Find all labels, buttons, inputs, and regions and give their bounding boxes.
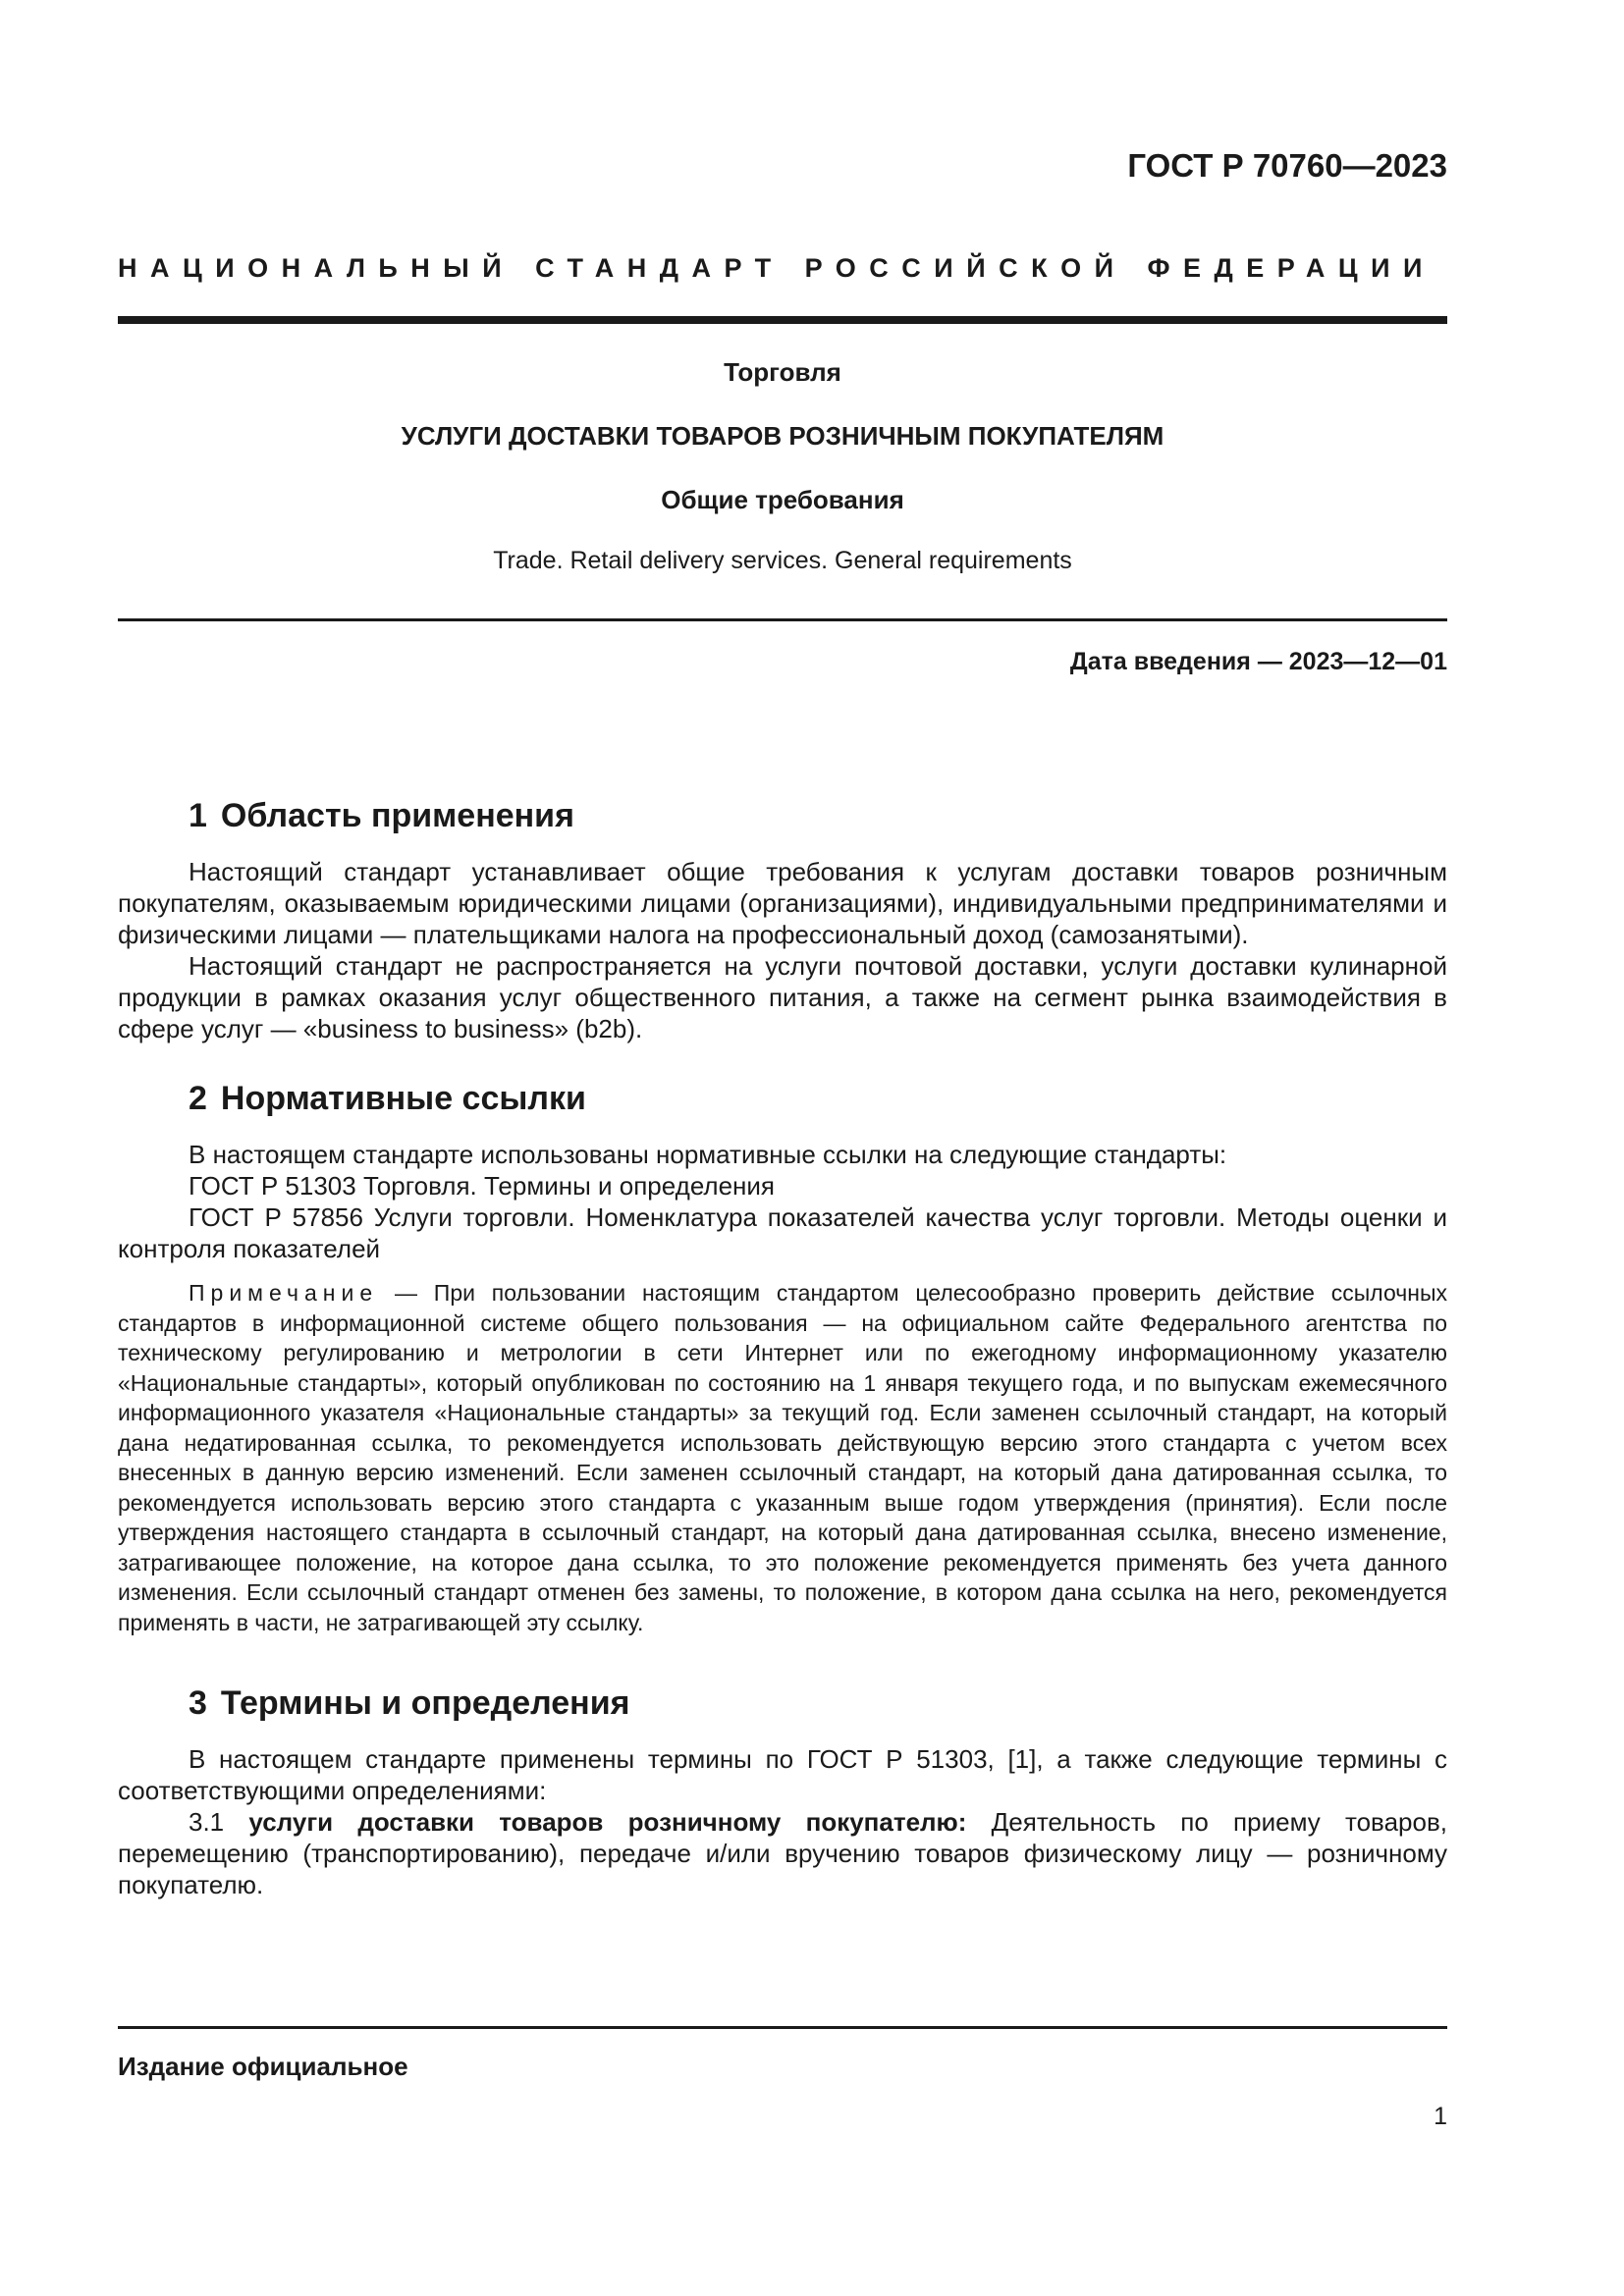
section-title: Нормативные ссылки <box>220 1080 586 1117</box>
note-label: Примечание <box>189 1280 379 1306</box>
reference-item: ГОСТ Р 51303 Торговля. Термины и определения <box>189 1171 776 1201</box>
section-number: 1 <box>189 797 207 834</box>
note <box>118 1278 1447 1637</box>
section-number: 2 <box>189 1080 207 1117</box>
title-english: Trade. Retail delivery services. General requirements <box>493 547 1072 574</box>
section-number: 3 <box>189 1684 207 1722</box>
national-standard-heading: НАЦИОНАЛЬНЫЙ СТАНДАРТ РОССИЙСКОЙ ФЕДЕРАЦИИ <box>118 253 1435 283</box>
title-main: УСЛУГИ ДОСТАВКИ ТОВАРОВ РОЗНИЧНЫМ ПОКУПАТЕЛЯМ <box>401 421 1164 451</box>
page-number: 1 <box>1434 2103 1447 2130</box>
section-1-heading <box>118 795 1447 836</box>
term-definition-text: Деятельность по приему товаров, перемещению (транспортированию), передаче и/или вручению товаров физическому лицу — розничному покупателю. <box>118 1807 1447 1899</box>
section-title: Термины и определения <box>220 1684 630 1722</box>
standard-code: ГОСТ Р 70760—2023 <box>1127 147 1447 184</box>
paragraph: В настоящем стандарте использованы нормативные ссылки на следующие стандарты: <box>189 1140 1227 1169</box>
reference-item: ГОСТ Р 57856 Услуги торговли. Номенклатура показателей качества услуг торговли. Методы оценки и контроля показателей <box>118 1202 1447 1263</box>
paragraph: Настоящий стандарт устанавливает общие требования к услугам доставки товаров розничным покупателям, оказываемым юридическими лицами (организациями), индивидуальными предпринимателями и физическими лицами — плательщиками налога на профессиональный доход (самозанятыми). <box>118 857 1447 949</box>
footer-divider <box>118 2026 1447 2029</box>
title-category: Торговля <box>724 357 841 387</box>
edition-label: Издание официальное <box>118 2052 408 2081</box>
term-definition <box>118 1806 1447 1900</box>
term: услуги доставки товаров розничному покупателю: <box>248 1807 967 1837</box>
section-2-heading <box>118 1078 1447 1119</box>
note-text: — При пользовании настоящим стандартом целесообразно проверить действие ссылочных стандартов в информационной системе общего пользования — на официальном сайте Федерального агентства по техническому регулированию и метрологии в сети Интернет или по ежегодному информационному указателю «Национальные стандарты», который опубликован по состоянию на 1 января текущего года, и по выпускам ежемесячного информационного указателя «Национальные стандарты» за текущий год. Если заменен ссылочный стандарт, на который дана недатированная ссылка, то рекомендуется использовать действующую версию этого стандарта с учетом всех внесенных в данную версию изменений. Если заменен ссылочный стандарт, на который дана датированная ссылка, то рекомендуется использовать версию этого стандарта с указанным выше годом утверждения (принятия). Если после утверждения настоящего стандарта в ссылочный стандарт, на который дана датированная ссылка, внесено изменение, затрагивающее положение, на которое дана ссылка, то это положение рекомендуется применять без учета данного изменения. Если ссылочный стандарт отменен без замены, то положение, в котором дана ссылка на него, рекомендуется применять в части, не затрагивающей эту ссылку. <box>118 1280 1447 1635</box>
term-number: 3.1 <box>189 1807 225 1837</box>
title-sub: Общие требования <box>661 485 904 514</box>
document-body <box>118 795 1447 1900</box>
header-divider <box>118 316 1447 324</box>
paragraph: Настоящий стандарт не распространяется на услуги почтовой доставки, услуги доставки кулинарной продукции в рамках оказания услуг общественного питания, а также на сегмент рынка взаимодействия в сфере услуг — «business to business» (b2b). <box>118 951 1447 1043</box>
title-divider <box>118 618 1447 621</box>
section-title: Область применения <box>220 797 574 834</box>
paragraph: В настоящем стандарте применены термины по ГОСТ Р 51303, [1], а также следующие термины с соответствующими определениями: <box>118 1744 1447 1805</box>
date-of-introduction: Дата введения — 2023—12—01 <box>1069 648 1447 675</box>
section-3-heading <box>118 1682 1447 1724</box>
